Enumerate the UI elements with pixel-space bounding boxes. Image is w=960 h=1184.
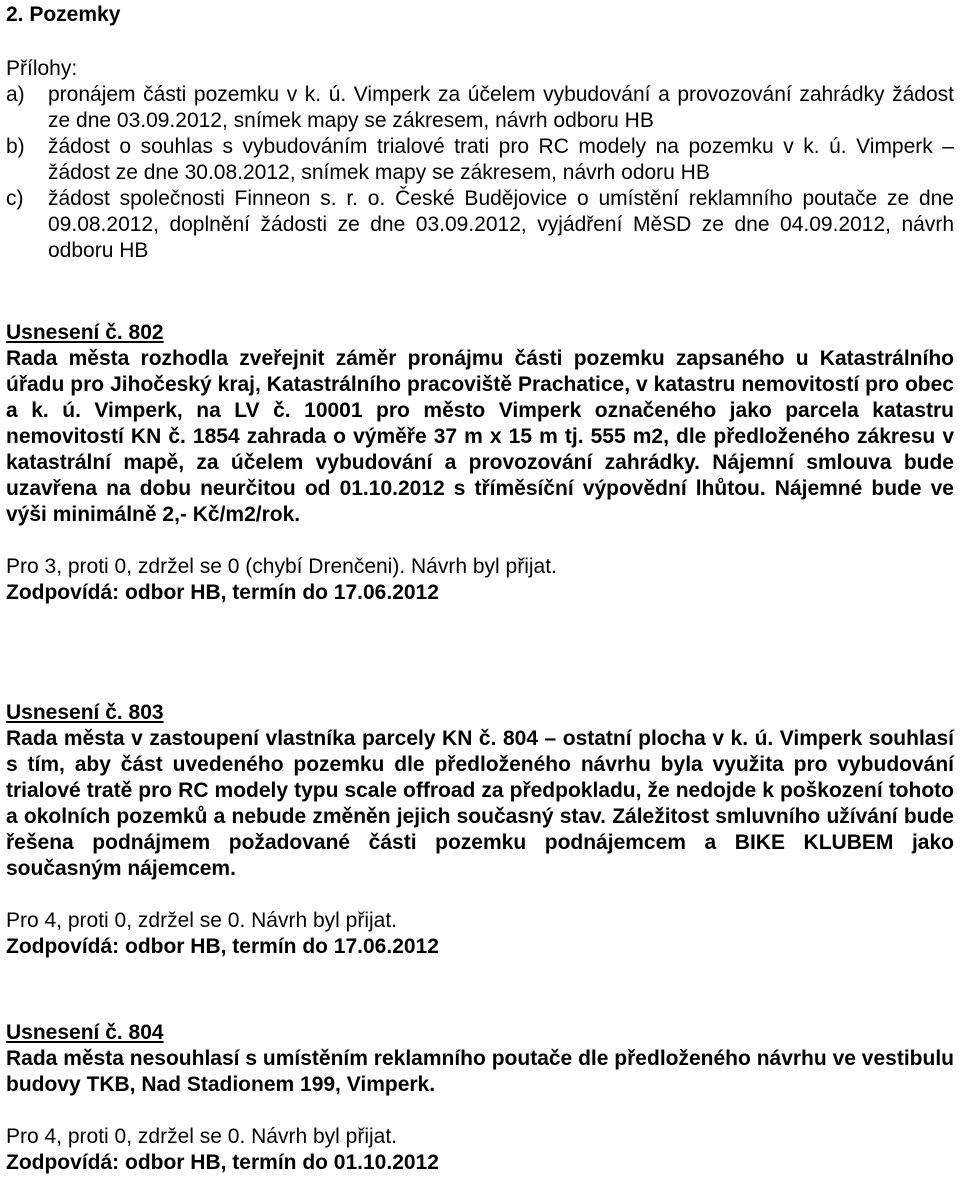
attachment-item-c — [6, 186, 954, 264]
attachment-item-b — [6, 134, 954, 186]
resolution-text: Rada města rozhodla zveřejnit záměr pronájmu části pozemku zapsaného u Katastrálního úřadu pro Jihočeský kraj, Katastrálního pracoviště Prachatice, v katastru nemovitostí pro obec a k. ú. Vimperk, na LV č. 10001 pro město Vimperk označeného jako parcela katastru nemovitostí KN č. 1854 zahrada o výměře 37 m x 15 m tj. 555 m2, dle předloženého zákresu v katastrální mapě, za účelem vybudování a provozování zahrádky. Nájemní smlouva bude uzavřena na dobu neurčitou od 01.10.2012 s tříměsíční výpovědní lhůtou. Nájemné bude ve výši minimálně 2,- Kč/m2/rok. — [6, 347, 954, 526]
resolution-text: Rada města nesouhlasí s umístěním reklamního poutače dle předloženého návrhu ve vestibulu budovy TKB, Nad Stadionem 199, Vimperk. — [6, 1047, 954, 1096]
attachment-letter: b) — [6, 135, 25, 158]
attachment-item-a — [6, 82, 954, 134]
attachment-text: žádost společnosti Finneon s. r. o. České Budějovice o umístění reklamního poutače ze dne 09.08.2012, doplnění žádosti ze dne 03.09.2012, vyjádření MěSD ze dne 04.09.2012, návrh odboru HB — [48, 187, 954, 262]
resolution-text: Rada města v zastoupení vlastníka parcely KN č. 804 – ostatní plocha v k. ú. Vimperk souhlasí s tím, aby část uvedeného pozemku dle předloženého návrhu byla využita pro vybudování trialové tratě pro RC modely typu scale offroad za předpokladu, že nedojde k poškození tohoto a okolních pozemků a nebude změněn jejich současný stav. Záležitost smluvního užívání bude řešena podnájmem požadované části pozemku podnájemcem a BIKE KLUBEM jako současným nájemcem. — [6, 727, 954, 880]
resolution-803 — [6, 700, 954, 960]
attachment-text: pronájem části pozemku v k. ú. Vimperk za účelem vybudování a provozování zahrádky žádost ze dne 03.09.2012, snímek mapy se zákresem, návrh odboru HB — [48, 83, 954, 132]
attachment-text: žádost o souhlas s vybudováním trialové trati pro RC modely na pozemku v k. ú. Vimperk – žádost ze dne 30.08.2012, snímek mapy se zákresem, návrh odoru HB — [48, 135, 954, 184]
resolution-802 — [6, 320, 954, 606]
resolution-804 — [6, 1020, 954, 1176]
vote-result: Pro 3, proti 0, zdržel se 0 (chybí Drenčeni). Návrh byl přijat. — [6, 555, 557, 578]
attachment-letter: a) — [6, 83, 25, 106]
vote-result: Pro 4, proti 0, zdržel se 0. Návrh byl přijat. — [6, 1125, 397, 1148]
attachment-letter: c) — [6, 187, 24, 210]
resolution-title: Usnesení č. 804 — [6, 1021, 164, 1044]
responsibility: Zodpovídá: odbor HB, termín do 17.06.2012 — [6, 581, 439, 604]
attachments-label: Přílohy: — [6, 57, 78, 80]
resolution-title: Usnesení č. 803 — [6, 701, 164, 724]
responsibility: Zodpovídá: odbor HB, termín do 17.06.2012 — [6, 935, 439, 958]
resolution-title: Usnesení č. 802 — [6, 321, 164, 344]
section-heading: 2. Pozemky — [6, 3, 121, 26]
responsibility: Zodpovídá: odbor HB, termín do 01.10.2012 — [6, 1151, 439, 1174]
vote-result: Pro 4, proti 0, zdržel se 0. Návrh byl přijat. — [6, 909, 397, 932]
